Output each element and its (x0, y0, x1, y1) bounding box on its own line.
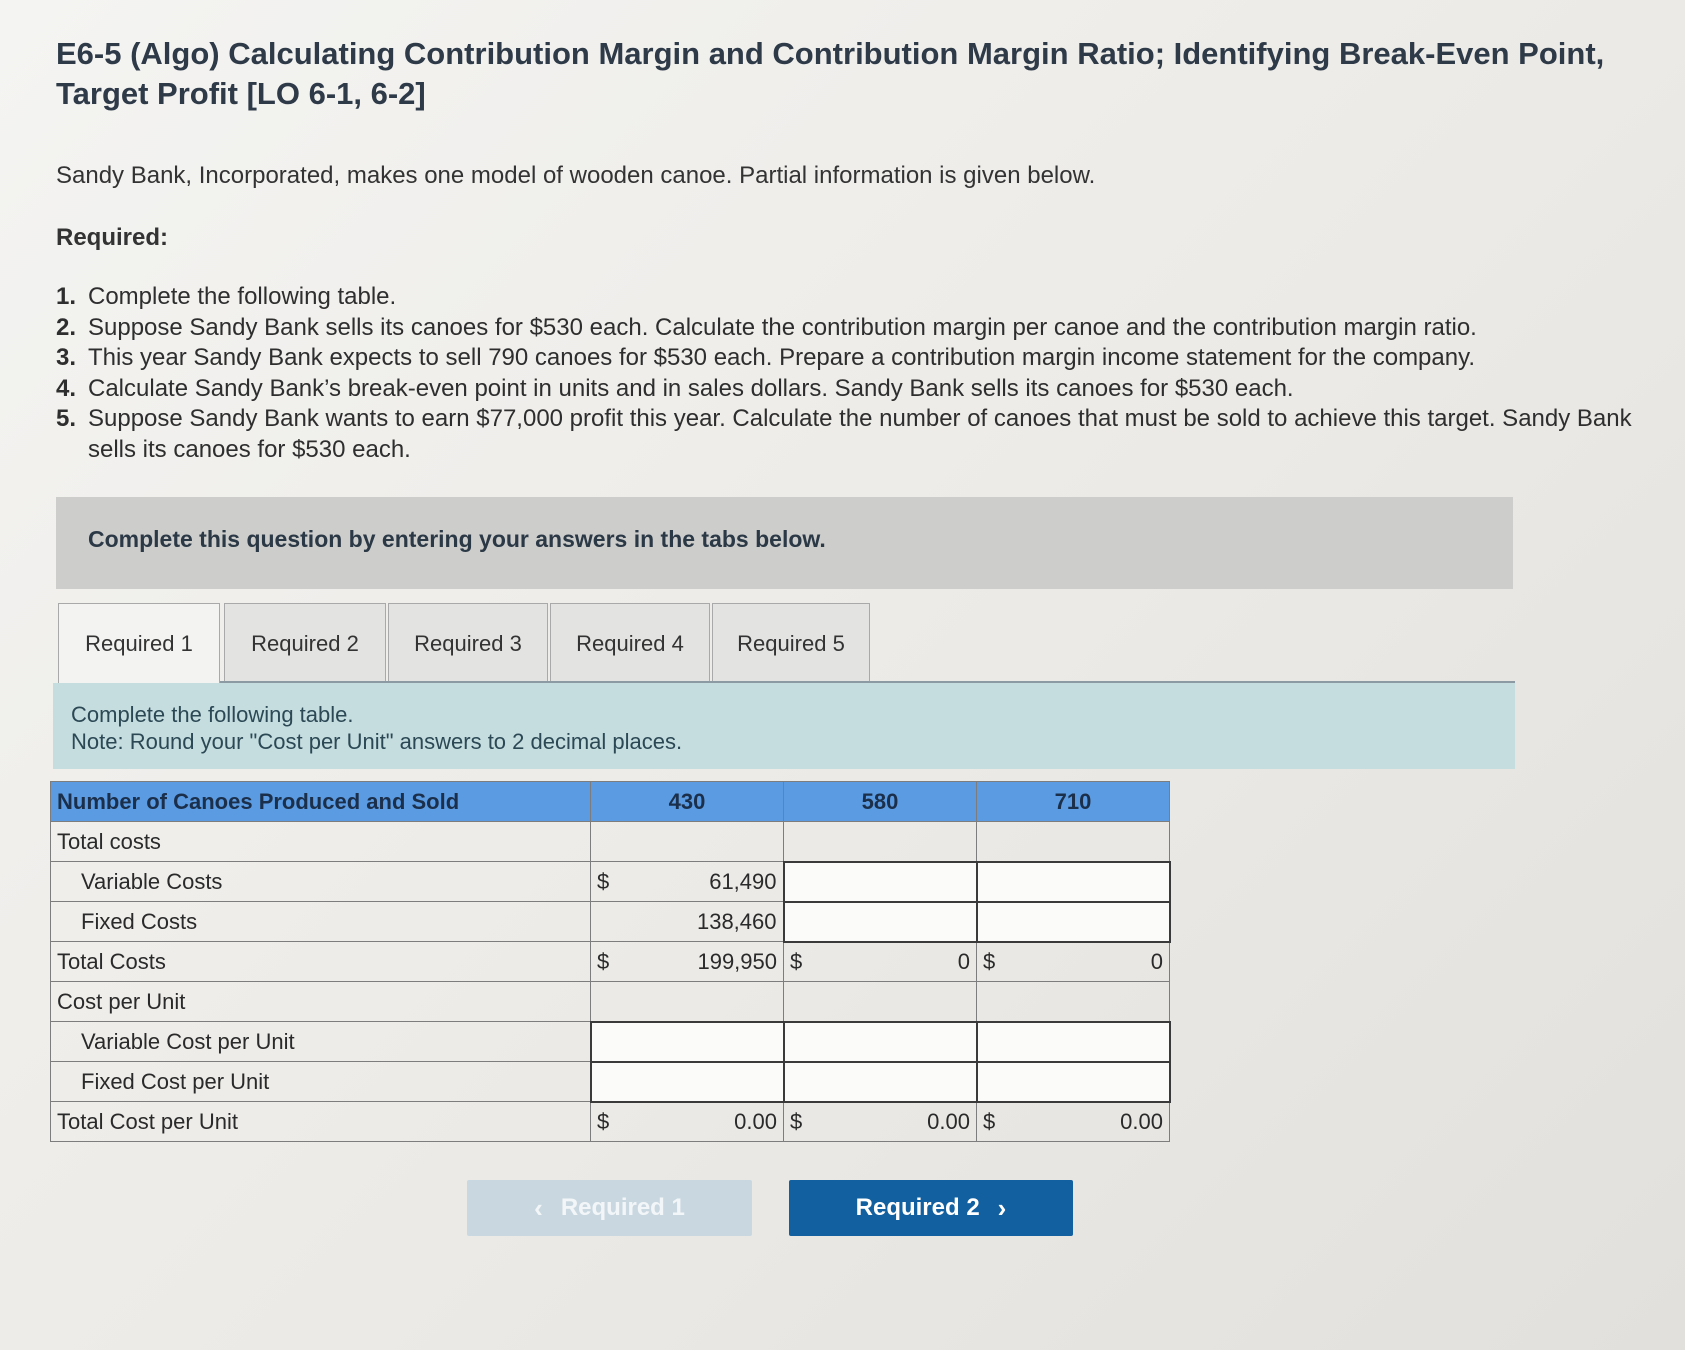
variable-costs-field[interactable] (984, 866, 1167, 898)
currency-symbol: $ (983, 948, 996, 974)
requirement-number: 3. (56, 344, 77, 371)
total-cost-per-unit-cell (977, 1102, 1170, 1142)
empty-cell (784, 982, 977, 1022)
tab-required-3[interactable]: Required 3 (388, 603, 548, 683)
fixed-costs-field[interactable] (791, 906, 974, 938)
table-row (51, 1102, 1170, 1142)
empty-cell (591, 822, 784, 862)
row-label-variable-cost-per-unit: Variable Cost per Unit (51, 1022, 591, 1062)
required-heading: Required: (56, 224, 169, 251)
requirement-item (56, 374, 1656, 405)
next-button[interactable] (789, 1180, 1073, 1236)
intro-text: Sandy Bank, Incorporated, makes one model of wooden canoe. Partial information is given below. (56, 162, 1096, 189)
total-costs-value: 199,950 (697, 948, 777, 974)
row-label-total-costs: Total Costs (51, 942, 591, 982)
column-header: 710 (977, 782, 1170, 822)
requirement-text: Complete the following table. (88, 283, 397, 310)
variable-cost-per-unit-input-580[interactable] (784, 1022, 977, 1062)
empty-cell (977, 822, 1170, 862)
total-cost-per-unit-cell (591, 1102, 784, 1142)
tab-required-4[interactable]: Required 4 (550, 603, 710, 683)
table-row (51, 1062, 1170, 1102)
requirement-item (56, 343, 1656, 374)
fixed-cost-per-unit-input-430[interactable] (591, 1062, 784, 1102)
fixed-costs-value: 138,460 (696, 908, 777, 934)
table-row (51, 862, 1170, 902)
row-label-fixed-cost-per-unit: Fixed Cost per Unit (51, 1062, 591, 1102)
fixed-cost-per-unit-field[interactable] (598, 1066, 781, 1098)
requirement-text: Calculate Sandy Bank’s break-even point in units and in sales dollars. Sandy Bank sells its canoes for $530 each. (88, 374, 1294, 402)
total-costs-value: 0 (957, 948, 970, 974)
requirement-text: This year Sandy Bank expects to sell 790 canoes for $530 each. Prepare a contribution margin income statement for the company. (88, 344, 1475, 371)
empty-cell (784, 822, 977, 862)
table-row (51, 822, 1170, 862)
requirement-item (56, 404, 1656, 465)
table-header-row (51, 782, 1170, 822)
requirements-list (56, 282, 1656, 465)
fixed-cost-per-unit-input-580[interactable] (784, 1062, 977, 1102)
variable-costs-input-580[interactable] (784, 862, 977, 902)
row-label-variable-costs: Variable Costs (51, 862, 591, 902)
fixed-cost-per-unit-input-710[interactable] (977, 1062, 1170, 1102)
total-costs-value: 0 (1150, 948, 1163, 974)
fixed-costs-input-710[interactable] (977, 902, 1170, 942)
requirement-number: 1. (56, 283, 77, 310)
fixed-costs-cell (591, 902, 784, 942)
total-cost-per-unit-value: 0.00 (1120, 1108, 1163, 1134)
requirement-item (56, 313, 1656, 344)
column-header: 430 (591, 782, 784, 822)
empty-cell (977, 982, 1170, 1022)
row-label-fixed-costs: Fixed Costs (51, 902, 591, 942)
currency-symbol: $ (790, 948, 803, 974)
row-label-total-costs-section: Total costs (51, 822, 591, 862)
currency-symbol: $ (597, 1108, 610, 1134)
requirement-item (56, 282, 1656, 313)
next-button-label: Required 2 (855, 1194, 980, 1221)
variable-costs-input-710[interactable] (977, 862, 1170, 902)
fixed-cost-per-unit-field[interactable] (791, 1066, 974, 1098)
total-costs-cell (977, 942, 1170, 982)
header-label: Number of Canoes Produced and Sold (51, 782, 591, 822)
tab-required-5[interactable]: Required 5 (712, 603, 870, 683)
currency-symbol: $ (597, 948, 610, 974)
requirement-number: 5. (56, 405, 77, 432)
variable-cost-per-unit-field[interactable] (791, 1026, 974, 1058)
empty-cell (591, 982, 784, 1022)
tab-required-2[interactable]: Required 2 (224, 603, 386, 683)
panel-instruction: Complete the following table. (71, 702, 354, 727)
tab-panel-header (53, 683, 1515, 769)
total-cost-per-unit-value: 0.00 (927, 1108, 970, 1134)
currency-symbol: $ (597, 868, 610, 894)
variable-costs-cell (591, 862, 784, 902)
fixed-cost-per-unit-field[interactable] (984, 1066, 1167, 1098)
table-row (51, 982, 1170, 1022)
row-label-total-cost-per-unit: Total Cost per Unit (51, 1102, 591, 1142)
currency-symbol: $ (983, 1108, 996, 1134)
variable-costs-field[interactable] (791, 866, 974, 898)
cost-table (50, 781, 1171, 1142)
fixed-costs-field[interactable] (984, 906, 1167, 938)
requirement-number: 2. (56, 313, 77, 341)
currency-symbol: $ (790, 1108, 803, 1134)
variable-costs-value: 61,490 (709, 868, 777, 894)
total-costs-cell (591, 942, 784, 982)
variable-cost-per-unit-input-430[interactable] (591, 1022, 784, 1062)
total-costs-cell (784, 942, 977, 982)
variable-cost-per-unit-field[interactable] (984, 1026, 1167, 1058)
total-cost-per-unit-cell (784, 1102, 977, 1142)
table-row (51, 942, 1170, 982)
total-cost-per-unit-value: 0.00 (734, 1108, 777, 1134)
instruction-banner: Complete this question by entering your answers in the tabs below. (56, 497, 1513, 589)
fixed-costs-input-580[interactable] (784, 902, 977, 942)
page-title: E6-5 (Algo) Calculating Contribution Margin and Contribution Margin Ratio; Identifying Break-Even Point, Target Profit [LO 6-1, 6-2] (56, 36, 1605, 111)
requirement-text: Suppose Sandy Bank wants to earn $77,000 profit this year. Calculate the number of canoes that must be sold to achieve this target. Sandy Bank sells its canoes for $530 each. (88, 405, 1632, 463)
previous-button-label: Required 1 (560, 1194, 685, 1221)
variable-cost-per-unit-input-710[interactable] (977, 1022, 1170, 1062)
panel-note: Note: Round your "Cost per Unit" answers to 2 decimal places. (71, 729, 683, 754)
requirement-number: 4. (56, 374, 77, 402)
previous-button[interactable] (467, 1180, 752, 1236)
table-row (51, 902, 1170, 942)
chevron-right-icon: › (997, 1192, 1007, 1223)
variable-cost-per-unit-field[interactable] (598, 1026, 781, 1058)
column-header: 580 (784, 782, 977, 822)
requirement-text: Suppose Sandy Bank sells its canoes for $530 each. Calculate the contribution margin per canoe and the contribution margin ratio. (88, 313, 1477, 341)
table-row (51, 1022, 1170, 1062)
tab-required-1[interactable]: Required 1 (58, 603, 220, 685)
row-label-cost-per-unit-section: Cost per Unit (51, 982, 591, 1022)
chevron-left-icon: ‹ (534, 1192, 543, 1223)
